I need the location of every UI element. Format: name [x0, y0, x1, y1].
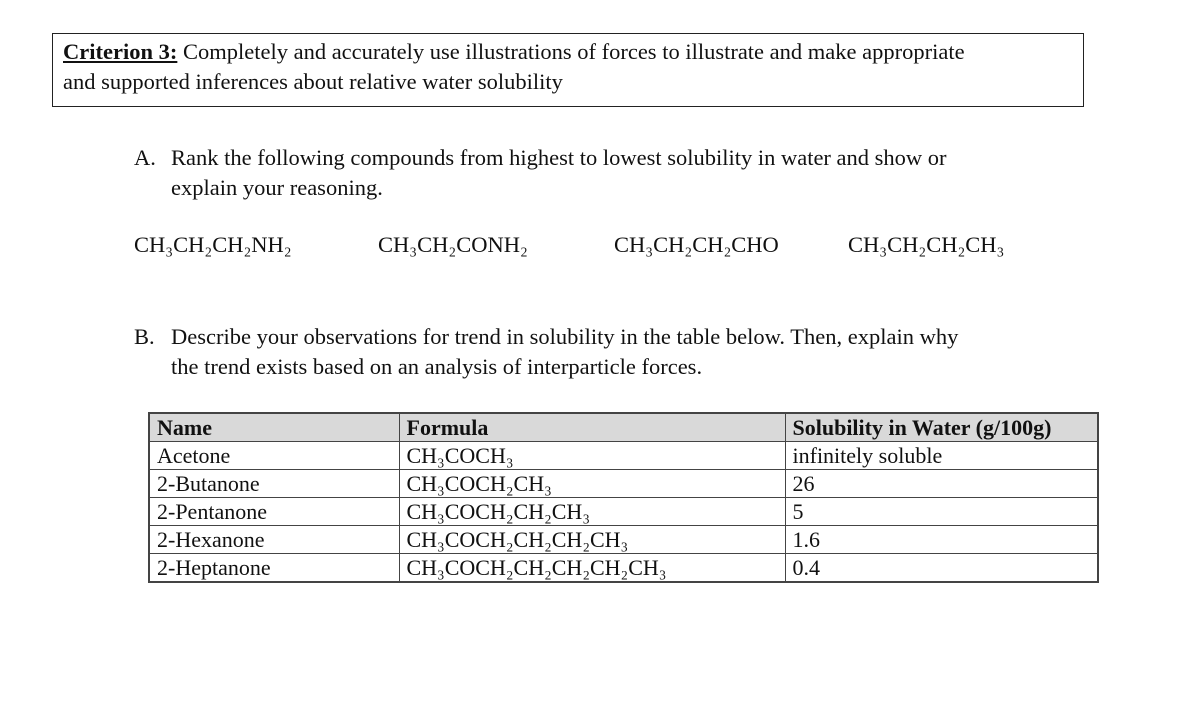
compound-2: CH₃CH₂CONH₂	[378, 232, 528, 257]
question-a-letter: A.	[134, 145, 156, 170]
cell-formula: CH₃COCH₂CH₂CH₂CH₂CH₃	[399, 554, 785, 583]
cell-formula: CH₃COCH₂CH₂CH₃	[399, 498, 785, 526]
criterion-line-2: and supported inferences about relative water solubility	[63, 69, 563, 94]
criterion-line-1	[63, 37, 1073, 67]
table-header-row	[149, 413, 1098, 442]
cell-solubility: 26	[785, 470, 1098, 498]
cell-name: 2-Butanone	[149, 470, 399, 498]
cell-name: 2-Hexanone	[149, 526, 399, 554]
table-row	[149, 554, 1098, 583]
cell-solubility: infinitely soluble	[785, 442, 1098, 470]
table-row	[149, 470, 1098, 498]
table-row	[149, 498, 1098, 526]
criterion-box	[52, 33, 1084, 107]
question-b-line-2: the trend exists based on an analysis of interparticle forces.	[171, 354, 703, 379]
cell-solubility: 1.6	[785, 526, 1098, 554]
question-b-text: Describe your observations for trend in solubility in the table below. Then, explain why	[171, 324, 959, 349]
criterion-text: Completely and accurately use illustrations of forces to illustrate and make appropriate	[177, 39, 965, 64]
cell-formula: CH₃COCH₂CH₃	[399, 470, 785, 498]
question-a-text: Rank the following compounds from highest to lowest solubility in water and show or	[171, 145, 947, 170]
table-row	[149, 442, 1098, 470]
header-formula: Formula	[399, 413, 785, 442]
question-a-line-1	[134, 143, 1054, 173]
criterion-label: Criterion 3:	[63, 39, 178, 64]
compound-4: CH₃CH₂CH₂CH₃	[848, 232, 1005, 257]
question-a	[134, 143, 1054, 203]
header-name: Name	[149, 413, 399, 442]
cell-formula: CH₃COCH₂CH₂CH₂CH₃	[399, 526, 785, 554]
cell-solubility: 5	[785, 498, 1098, 526]
question-a-line-2: explain your reasoning.	[171, 175, 383, 200]
cell-solubility: 0.4	[785, 554, 1098, 583]
compound-3: CH₃CH₂CH₂CHO	[614, 232, 779, 257]
compound-1: CH₃CH₂CH₂NH₂	[134, 232, 292, 257]
solubility-table	[148, 412, 1099, 583]
header-solubility: Solubility in Water (g/100g)	[785, 413, 1098, 442]
question-b	[134, 322, 1074, 382]
cell-name: Acetone	[149, 442, 399, 470]
cell-formula: CH₃COCH₃	[399, 442, 785, 470]
cell-name: 2-Heptanone	[149, 554, 399, 583]
question-b-letter: B.	[134, 324, 155, 349]
question-b-line-1	[134, 322, 1074, 352]
table-row	[149, 526, 1098, 554]
cell-name: 2-Pentanone	[149, 498, 399, 526]
